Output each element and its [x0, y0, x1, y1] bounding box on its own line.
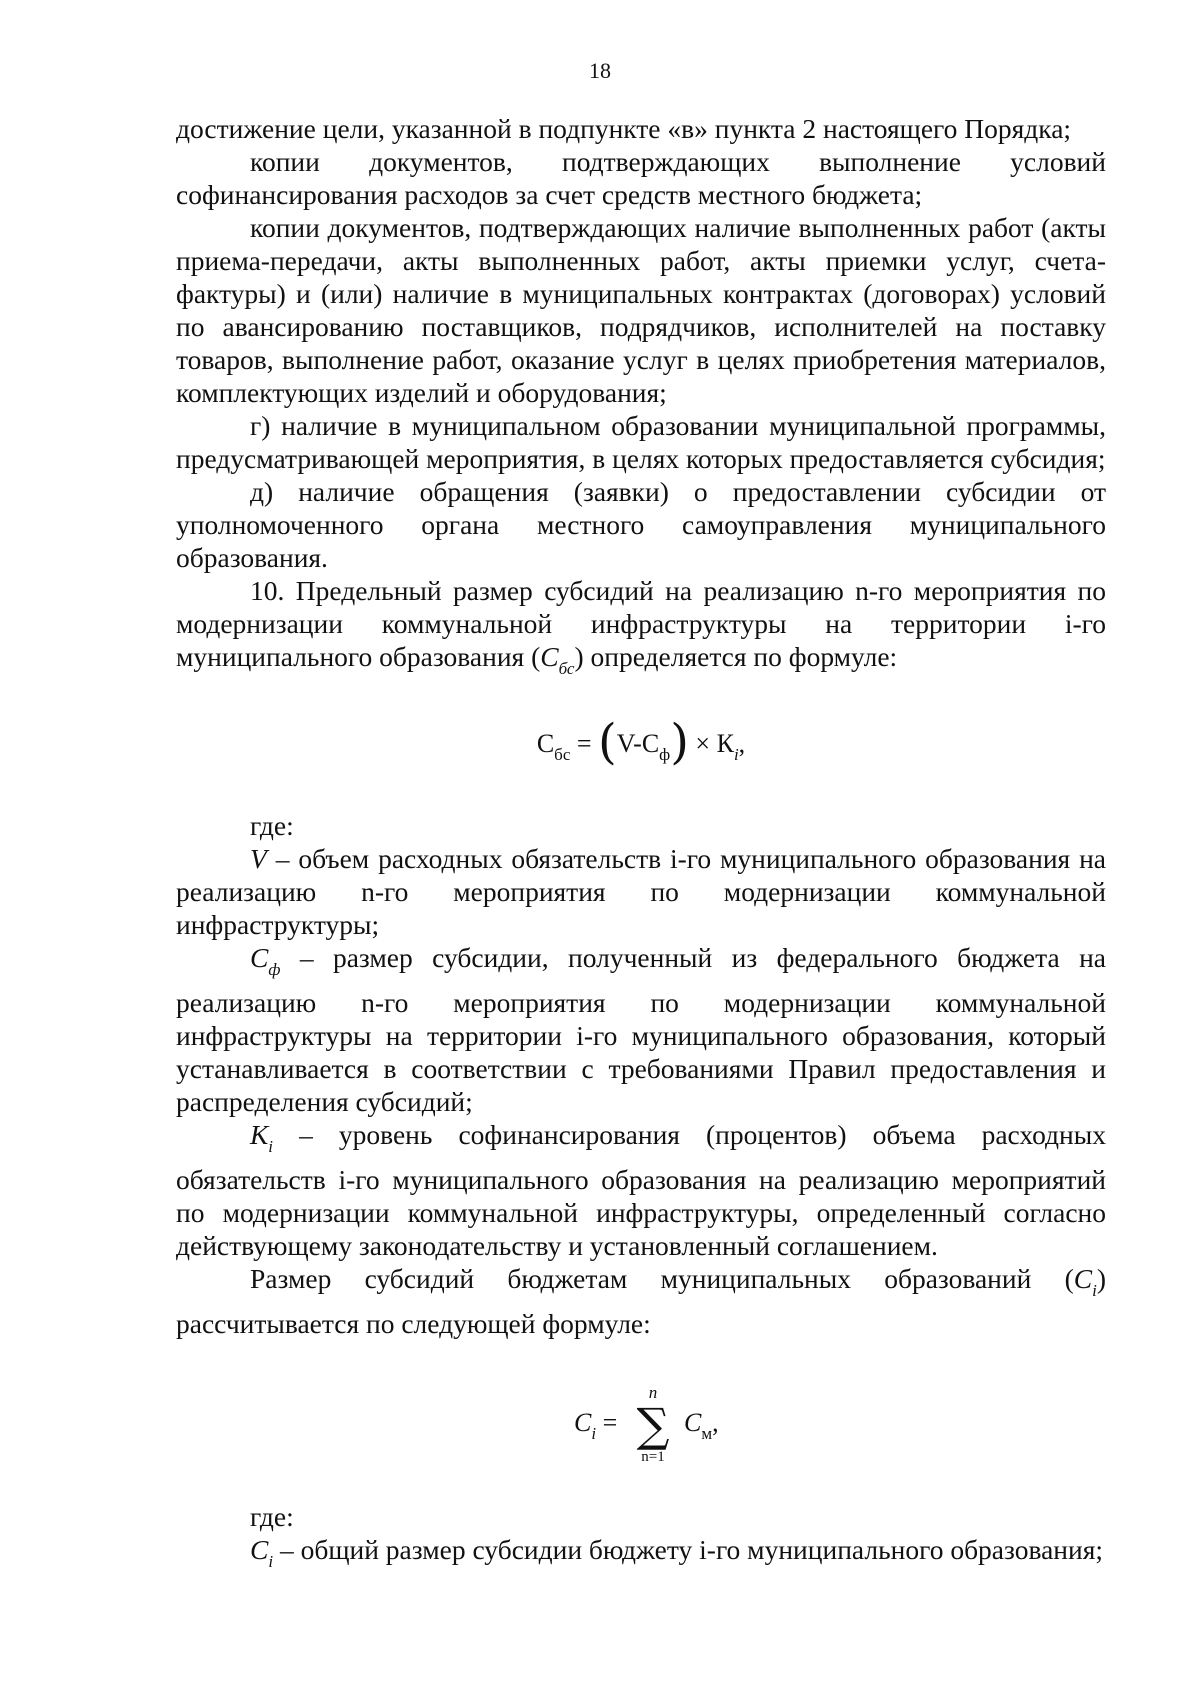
sigma-symbol: n ∑ n=1 [636, 1383, 670, 1465]
paragraph-item-g: г) наличие в муниципальном образовании муниципальной программы, предусматривающей мероприятия, в целях которых предоставляется субсидия; [176, 410, 1106, 474]
where-label-2: где: [250, 1501, 294, 1532]
paragraph-10-text-before: 10. Предельный размер субсидий на реализацию n-го мероприятия по модернизации коммунальной инфраструктуры на территории i-го муниципального образования ( [176, 575, 1106, 672]
definition-c-i: $С_i$ – общий размер субсидии бюджету i-го муниципального образования; [250, 1534, 1104, 1571]
formula-max-subsidy: $С_{бс} = (V-С_ф) \times К_i$, [536, 714, 746, 770]
paragraph-10-text-after: ) определяется по формуле: [574, 641, 898, 672]
formula-sum-lhs: $C_i$ = [574, 1408, 618, 1443]
symbol-c-f: $С_ф$ [250, 942, 281, 979]
paragraph-goal: достижение цели, указанной в подпункте «в» пункта 2 настоящего Порядка; [176, 113, 1072, 144]
formula-sum-rhs: $C_м$, [684, 1408, 719, 1443]
definition-k: $К_i$ – уровень софинансирования (процентов) объема расходных обязательств i-го муниципального образования на реализацию мероприятий по модернизации коммунальной инфраструктуры, определенный согласно действующему законодательству и установленный соглашением. [176, 1119, 1106, 1261]
definition-v: V – объем расходных обязательств i-го муниципального образования на реализацию n-го мероприятия по модернизации коммунальной инфраструктуры; [176, 843, 1106, 940]
symbol-c-i-def: $С_i$ [250, 1534, 274, 1571]
paragraph-cofinancing-docs: копии документов, подтверждающих выполнение условий софинансирования расходов за счет средств местного бюджета; [176, 146, 1106, 210]
paragraph-subsidy-size: Размер субсидий бюджетам муниципальных образований $(С_i)$ рассчитывается по следующей формуле: [176, 1263, 1106, 1339]
document-body [176, 112, 1106, 1578]
page-number: 18 [589, 58, 611, 83]
symbol-k: $К_i$ [250, 1119, 273, 1156]
paragraph-works-docs: копии документов, подтверждающих наличие выполненных работ (акты приема-передачи, акты выполненных работ, акты приемки услуг, счета-фактуры) и (или) наличие в муниципальных контрактах (договорах) условий по авансированию поставщиков, подрядчиков, исполнителей на поставку товаров, выполнение работ, оказание услуг в целях приобретения материалов, комплектующих изделий и оборудования; [176, 212, 1106, 408]
definition-c-f: $С_ф$ – размер субсидии, полученный из федерального бюджета на реализацию n-го мероприятия по модернизации коммунальной инфраструктуры на территории i-го муниципального образования, который устанавливается в соответствии с требованиями Правил предоставления и распределения субсидий; [176, 942, 1106, 1117]
formula-sum-subsidy [176, 1370, 1106, 1470]
symbol-c-i: $С_i$ [1073, 1263, 1097, 1300]
symbol-c-bs: $С_{бс}$ [540, 641, 575, 678]
symbol-v: V [250, 843, 267, 874]
paragraph-item-d: д) наличие обращения (заявки) о предоставлении субсидии от уполномоченного органа местного самоуправления муниципального образования. [176, 476, 1106, 573]
where-label-1: где: [250, 810, 294, 841]
paragraph-10 [176, 574, 1106, 685]
